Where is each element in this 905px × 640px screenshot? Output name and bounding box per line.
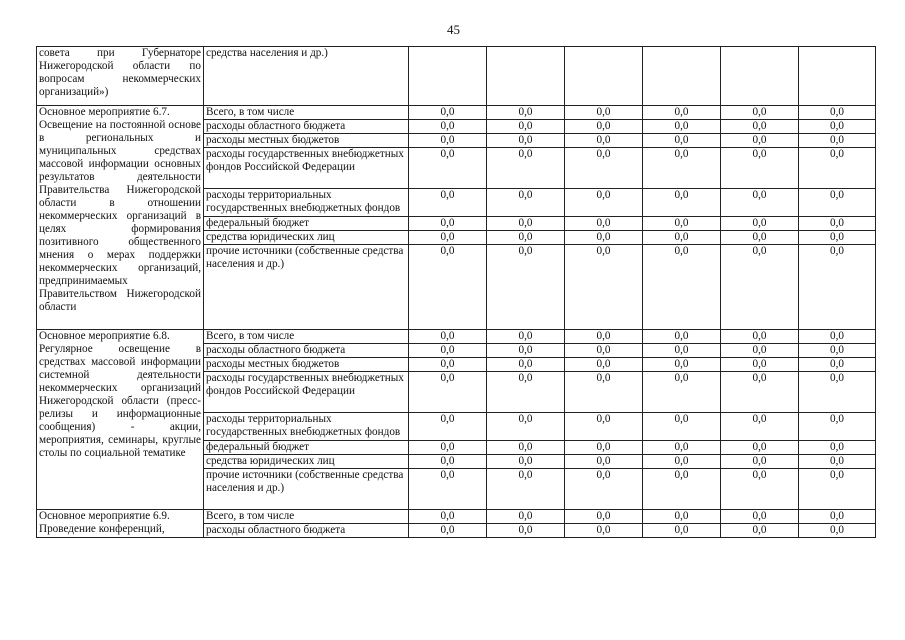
table-row <box>37 106 876 120</box>
value-cell: 0,0 <box>643 344 721 358</box>
value-cell: 0,0 <box>487 148 565 189</box>
value-cell: 0,0 <box>409 510 487 524</box>
event-description: Регулярное освещение в средствах массовой информации системной деятельности некоммерческих организаций Нижегородской области (пресс-релизы и информационные сообщения) - акции, мероприятия, семинары, круглые столы по социальной тематике <box>39 343 201 459</box>
funding-source-cell: Всего, в том числе <box>204 106 409 120</box>
page-number: 45 <box>447 22 460 37</box>
value-cell: 0,0 <box>487 245 565 330</box>
value-cell: 0,0 <box>643 413 721 441</box>
value-cell: 0,0 <box>643 358 721 372</box>
value-cell: 0,0 <box>409 231 487 245</box>
value-cell: 0,0 <box>565 441 643 455</box>
event-cell <box>37 510 204 538</box>
continued-event-cell: совета при Губернаторе Нижегородской области по вопросам некоммерческих организаций») <box>37 47 204 106</box>
value-cell: 0,0 <box>643 148 721 189</box>
value-cell: 0,0 <box>799 524 876 538</box>
value-cell: 0,0 <box>487 189 565 217</box>
value-cell: 0,0 <box>799 372 876 413</box>
value-cell: 0,0 <box>409 469 487 510</box>
value-cell: 0,0 <box>487 120 565 134</box>
value-cell: 0,0 <box>565 372 643 413</box>
value-cell: 0,0 <box>487 217 565 231</box>
value-cell: 0,0 <box>643 469 721 510</box>
event-cell <box>37 330 204 510</box>
value-cell: 0,0 <box>799 344 876 358</box>
value-cell: 0,0 <box>643 189 721 217</box>
value-cell: 0,0 <box>799 441 876 455</box>
value-cell: 0,0 <box>721 330 799 344</box>
value-cell: 0,0 <box>487 413 565 441</box>
empty-value-cell <box>799 47 876 106</box>
value-cell: 0,0 <box>487 455 565 469</box>
continuation-row <box>37 47 876 106</box>
funding-source-cell: расходы местных бюджетов <box>204 134 409 148</box>
value-cell: 0,0 <box>565 510 643 524</box>
empty-value-cell <box>409 47 487 106</box>
value-cell: 0,0 <box>799 217 876 231</box>
value-cell: 0,0 <box>487 231 565 245</box>
value-cell: 0,0 <box>409 358 487 372</box>
funding-source-cell: федеральный бюджет <box>204 441 409 455</box>
value-cell: 0,0 <box>721 372 799 413</box>
empty-value-cell <box>565 47 643 106</box>
value-cell: 0,0 <box>643 231 721 245</box>
funding-source-cell: средства юридических лиц <box>204 455 409 469</box>
value-cell: 0,0 <box>643 330 721 344</box>
value-cell: 0,0 <box>721 441 799 455</box>
value-cell: 0,0 <box>487 358 565 372</box>
value-cell: 0,0 <box>487 372 565 413</box>
value-cell: 0,0 <box>721 120 799 134</box>
value-cell: 0,0 <box>643 441 721 455</box>
value-cell: 0,0 <box>409 245 487 330</box>
empty-value-cell <box>643 47 721 106</box>
value-cell: 0,0 <box>799 469 876 510</box>
value-cell: 0,0 <box>799 120 876 134</box>
value-cell: 0,0 <box>565 330 643 344</box>
funding-source-cell: расходы государственных внебюджетных фондов Российской Федерации <box>204 148 409 189</box>
value-cell: 0,0 <box>721 413 799 441</box>
value-cell: 0,0 <box>721 217 799 231</box>
table-row <box>37 330 876 344</box>
table-row <box>37 510 876 524</box>
value-cell: 0,0 <box>721 148 799 189</box>
value-cell: 0,0 <box>721 231 799 245</box>
empty-value-cell <box>487 47 565 106</box>
value-cell: 0,0 <box>409 134 487 148</box>
funding-source-cell: расходы территориальных государственных внебюджетных фондов <box>204 413 409 441</box>
value-cell: 0,0 <box>409 106 487 120</box>
budget-table <box>36 46 876 538</box>
value-cell: 0,0 <box>643 134 721 148</box>
value-cell: 0,0 <box>799 245 876 330</box>
value-cell: 0,0 <box>565 231 643 245</box>
funding-source-cell: федеральный бюджет <box>204 217 409 231</box>
value-cell: 0,0 <box>487 441 565 455</box>
value-cell: 0,0 <box>721 245 799 330</box>
value-cell: 0,0 <box>799 510 876 524</box>
value-cell: 0,0 <box>409 455 487 469</box>
value-cell: 0,0 <box>643 455 721 469</box>
funding-source-cell: расходы областного бюджета <box>204 120 409 134</box>
value-cell: 0,0 <box>409 413 487 441</box>
event-description: Проведение конференций, <box>39 523 165 535</box>
value-cell: 0,0 <box>565 134 643 148</box>
value-cell: 0,0 <box>409 524 487 538</box>
value-cell: 0,0 <box>409 344 487 358</box>
value-cell: 0,0 <box>799 189 876 217</box>
value-cell: 0,0 <box>565 344 643 358</box>
continued-source-cell: средства населения и др.) <box>204 47 409 106</box>
value-cell: 0,0 <box>643 120 721 134</box>
value-cell: 0,0 <box>409 120 487 134</box>
value-cell: 0,0 <box>565 148 643 189</box>
value-cell: 0,0 <box>721 524 799 538</box>
value-cell: 0,0 <box>643 372 721 413</box>
value-cell: 0,0 <box>799 231 876 245</box>
value-cell: 0,0 <box>799 106 876 120</box>
funding-source-cell: расходы территориальных государственных внебюджетных фондов <box>204 189 409 217</box>
value-cell: 0,0 <box>487 134 565 148</box>
value-cell: 0,0 <box>721 106 799 120</box>
event-description: Освещение на постоянной основе в региональных и муниципальных средствах массовой информации основных результатов деятельности Правительства Нижегородской области в отношении некоммерческих организаций в целях формирования позитивного общественного мнения о мерах поддержки некоммерческих организаций, предпринимаемых Правительством Нижегородской области <box>39 119 201 313</box>
value-cell: 0,0 <box>565 413 643 441</box>
value-cell: 0,0 <box>721 358 799 372</box>
value-cell: 0,0 <box>565 455 643 469</box>
value-cell: 0,0 <box>409 217 487 231</box>
empty-value-cell <box>721 47 799 106</box>
value-cell: 0,0 <box>643 106 721 120</box>
value-cell: 0,0 <box>487 469 565 510</box>
value-cell: 0,0 <box>565 120 643 134</box>
value-cell: 0,0 <box>721 510 799 524</box>
value-cell: 0,0 <box>565 217 643 231</box>
value-cell: 0,0 <box>565 469 643 510</box>
value-cell: 0,0 <box>799 455 876 469</box>
value-cell: 0,0 <box>409 189 487 217</box>
value-cell: 0,0 <box>565 245 643 330</box>
event-cell <box>37 106 204 330</box>
value-cell: 0,0 <box>799 358 876 372</box>
value-cell: 0,0 <box>409 148 487 189</box>
funding-source-cell: расходы местных бюджетов <box>204 358 409 372</box>
funding-source-cell: расходы государственных внебюджетных фондов Российской Федерации <box>204 372 409 413</box>
value-cell: 0,0 <box>643 217 721 231</box>
value-cell: 0,0 <box>487 106 565 120</box>
value-cell: 0,0 <box>643 524 721 538</box>
value-cell: 0,0 <box>487 510 565 524</box>
value-cell: 0,0 <box>721 455 799 469</box>
value-cell: 0,0 <box>799 413 876 441</box>
funding-source-cell: Всего, в том числе <box>204 510 409 524</box>
event-title: Основное мероприятие 6.8. <box>39 330 170 342</box>
value-cell: 0,0 <box>643 510 721 524</box>
value-cell: 0,0 <box>487 344 565 358</box>
value-cell: 0,0 <box>799 134 876 148</box>
value-cell: 0,0 <box>565 106 643 120</box>
funding-source-cell: прочие источники (собственные средства населения и др.) <box>204 469 409 510</box>
funding-source-cell: прочие источники (собственные средства населения и др.) <box>204 245 409 330</box>
value-cell: 0,0 <box>643 245 721 330</box>
value-cell: 0,0 <box>799 148 876 189</box>
value-cell: 0,0 <box>721 344 799 358</box>
funding-source-cell: Всего, в том числе <box>204 330 409 344</box>
value-cell: 0,0 <box>565 358 643 372</box>
value-cell: 0,0 <box>565 524 643 538</box>
funding-source-cell: расходы областного бюджета <box>204 524 409 538</box>
event-title: Основное мероприятие 6.9. <box>39 510 170 522</box>
value-cell: 0,0 <box>565 189 643 217</box>
value-cell: 0,0 <box>721 189 799 217</box>
event-title: Основное мероприятие 6.7. <box>39 106 170 118</box>
value-cell: 0,0 <box>409 441 487 455</box>
value-cell: 0,0 <box>409 372 487 413</box>
value-cell: 0,0 <box>409 330 487 344</box>
value-cell: 0,0 <box>799 330 876 344</box>
value-cell: 0,0 <box>487 330 565 344</box>
value-cell: 0,0 <box>721 469 799 510</box>
funding-source-cell: средства юридических лиц <box>204 231 409 245</box>
value-cell: 0,0 <box>487 524 565 538</box>
value-cell: 0,0 <box>721 134 799 148</box>
funding-source-cell: расходы областного бюджета <box>204 344 409 358</box>
